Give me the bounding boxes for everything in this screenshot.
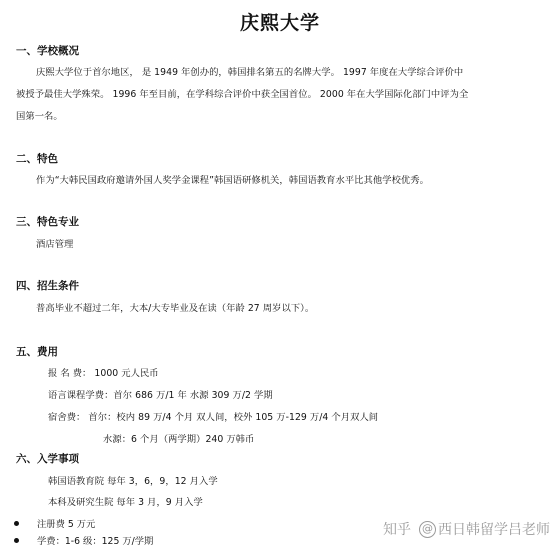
at-icon: @ [419, 521, 436, 538]
bullet-dot-icon [14, 521, 19, 526]
watermark [383, 519, 550, 539]
section-heading-features: 二、特色 [16, 153, 58, 165]
fees-line-tuition: 语言课程学费：首尔 686 万/1 年 水源 309 万/2 学期 [48, 390, 273, 401]
majors-line-1: 酒店管理 [36, 239, 74, 250]
section-heading-overview: 一、学校概况 [16, 45, 79, 57]
section-heading-fees: 五、费用 [16, 346, 58, 358]
bullet-dot-icon [14, 538, 19, 543]
enrollment-line-degree: 本科及研究生院 每年 3 月，9 月入学 [48, 497, 203, 508]
section-heading-enrollment: 六、入学事项 [16, 453, 79, 465]
fees-line-dormitory: 宿舍费： 首尔：校内 89 万/4 个月 双人间，校外 105 万-129 万/4 个月双人间 [48, 412, 379, 423]
bullet-item [14, 516, 95, 530]
page-title: 庆熙大学 [239, 12, 320, 34]
section-heading-majors: 三、特色专业 [16, 216, 79, 228]
watermark-author: 西日韩留学吕老师 [438, 522, 550, 538]
bullet-text: 注册费 5 万元 [37, 519, 96, 530]
overview-line-3: 国第一名。 [16, 111, 63, 122]
watermark-site: 知乎 [383, 522, 411, 538]
features-line-1: 作为“大韩民国政府邀请外国人奖学金课程”韩国语研修机关，韩国语教育水平比其他学校优秀。 [36, 175, 429, 186]
bullet-text: 学费：1-6 级：125 万/学期 [37, 536, 154, 547]
fees-line-suwon: 水源：6 个月（两学期）240 万韩币 [103, 434, 255, 445]
section-heading-admission: 四、招生条件 [16, 280, 79, 292]
overview-line-2: 被授予最佳大学殊荣。 1996 年至目前，在学科综合评价中获全国首位。 2000 年在大学国际化部门中评为全 [16, 89, 469, 100]
enrollment-line-language: 韩国语教育院 每年 3，6，9，12 月入学 [48, 476, 218, 487]
fees-line-registration: 报 名 费： 1000 元人民币 [48, 368, 159, 379]
overview-line-1: 庆熙大学位于首尔地区， 是 1949 年创办的，韩国排名第五的名牌大学。 1997 年度在大学综合评价中 [36, 67, 464, 78]
admission-line-1: 普高毕业不超过二年，大本/大专毕业及在读（年龄 27 周岁以下）。 [36, 303, 315, 314]
bullet-item [14, 533, 153, 547]
